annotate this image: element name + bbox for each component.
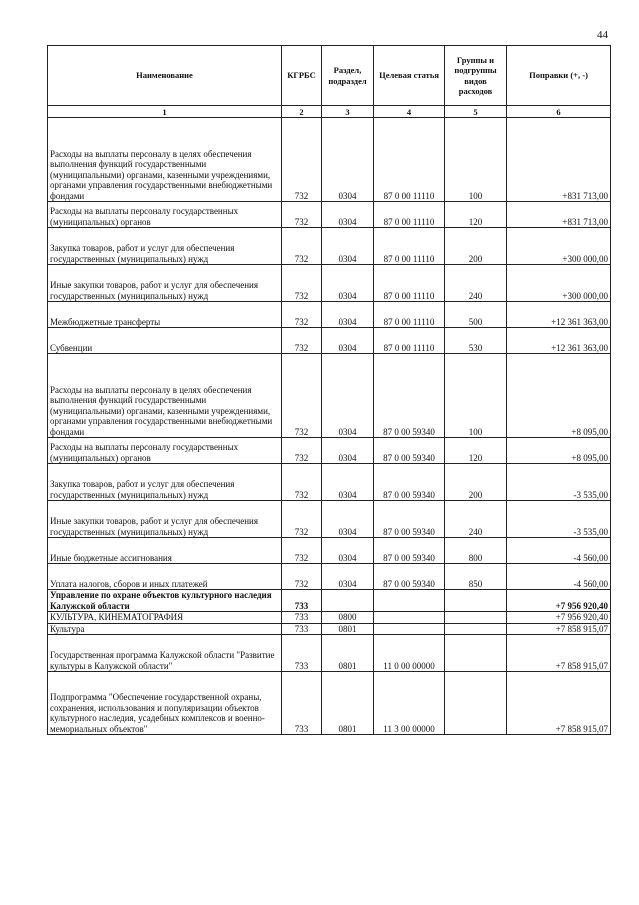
row-target: 87 0 00 11110: [374, 265, 445, 302]
row-target: 87 0 00 59340: [374, 438, 445, 464]
row-section: 0304: [322, 118, 374, 202]
row-name: Расходы на выплаты персоналу государственных (муниципальных) органов: [48, 202, 282, 228]
row-section: 0304: [322, 265, 374, 302]
row-name: Культура: [48, 623, 282, 635]
row-target: 87 0 00 59340: [374, 564, 445, 590]
column-number: 6: [507, 106, 611, 118]
row-group: [445, 612, 507, 624]
row-name: Расходы на выплаты персоналу государственных (муниципальных) органов: [48, 438, 282, 464]
row-group: 100: [445, 354, 507, 438]
column-number-row: [48, 106, 611, 118]
table-row: [48, 672, 611, 735]
row-kgrbs: 732: [282, 228, 322, 265]
row-group: 530: [445, 328, 507, 354]
row-section: 0304: [322, 328, 374, 354]
row-amount: +8 095,00: [507, 354, 611, 438]
row-target: 87 0 00 59340: [374, 538, 445, 564]
row-kgrbs: 733: [282, 623, 322, 635]
row-amount: +300 000,00: [507, 265, 611, 302]
row-group: 240: [445, 501, 507, 538]
column-number: 5: [445, 106, 507, 118]
row-kgrbs: 732: [282, 438, 322, 464]
row-kgrbs: 732: [282, 328, 322, 354]
row-section: 0304: [322, 438, 374, 464]
row-group: [445, 623, 507, 635]
row-group: 200: [445, 228, 507, 265]
row-section: 0304: [322, 354, 374, 438]
row-target: 87 0 00 11110: [374, 202, 445, 228]
row-amount: +8 095,00: [507, 438, 611, 464]
table-row: [48, 464, 611, 501]
row-amount: +831 713,00: [507, 118, 611, 202]
row-target: 87 0 00 59340: [374, 464, 445, 501]
row-section: 0304: [322, 202, 374, 228]
row-target: [374, 623, 445, 635]
row-kgrbs: 733: [282, 635, 322, 672]
table-row: [48, 302, 611, 328]
table-row: [48, 590, 611, 612]
row-group: 120: [445, 202, 507, 228]
row-target: 87 0 00 11110: [374, 228, 445, 265]
row-name: Расходы на выплаты персоналу в целях обеспечения выполнения функций государственными (муниципальными) органами, казенными учреждениями, органами управления государственными внебюджетными фондами: [48, 354, 282, 438]
row-amount: +300 000,00: [507, 228, 611, 265]
budget-table: [47, 45, 611, 735]
table-row: [48, 118, 611, 202]
row-kgrbs: 732: [282, 464, 322, 501]
row-name: Уплата налогов, сборов и иных платежей: [48, 564, 282, 590]
row-amount: +7 956 920,40: [507, 590, 611, 612]
table-row: [48, 612, 611, 624]
row-group: [445, 590, 507, 612]
row-section: 0304: [322, 228, 374, 265]
table-row: [48, 564, 611, 590]
table-row: [48, 501, 611, 538]
row-name: Закупка товаров, работ и услуг для обеспечения государственных (муниципальных) нужд: [48, 464, 282, 501]
row-kgrbs: 732: [282, 265, 322, 302]
row-group: 800: [445, 538, 507, 564]
row-name: Расходы на выплаты персоналу в целях обеспечения выполнения функций государственными (муниципальными) органами, казенными учреждениями, органами управления государственными внебюджетными фондами: [48, 118, 282, 202]
row-name: Иные бюджетные ассигнования: [48, 538, 282, 564]
table-row: [48, 328, 611, 354]
row-group: 200: [445, 464, 507, 501]
row-target: 11 0 00 00000: [374, 635, 445, 672]
row-amount: +12 361 363,00: [507, 328, 611, 354]
row-target: [374, 612, 445, 624]
row-amount: +7 858 915,07: [507, 672, 611, 735]
table-row: [48, 354, 611, 438]
row-kgrbs: 732: [282, 354, 322, 438]
row-target: 87 0 00 59340: [374, 501, 445, 538]
row-section: 0304: [322, 302, 374, 328]
column-number: 4: [374, 106, 445, 118]
row-target: 11 3 00 00000: [374, 672, 445, 735]
row-group: 500: [445, 302, 507, 328]
row-name: Управление по охране объектов культурного наследия Калужской области: [48, 590, 282, 612]
row-name: Субвенции: [48, 328, 282, 354]
row-kgrbs: 732: [282, 564, 322, 590]
row-kgrbs: 733: [282, 590, 322, 612]
row-amount: -4 560,00: [507, 564, 611, 590]
row-group: 850: [445, 564, 507, 590]
table-row: [48, 202, 611, 228]
header-kgrbs: КГРБС: [282, 46, 322, 106]
row-name: Иные закупки товаров, работ и услуг для обеспечения государственных (муниципальных) нужд: [48, 501, 282, 538]
row-amount: +7 858 915,07: [507, 623, 611, 635]
row-name: КУЛЬТУРА, КИНЕМАТОГРАФИЯ: [48, 612, 282, 624]
header-groups: Группы и подгруппы видов расходов: [445, 46, 507, 106]
table-row: [48, 623, 611, 635]
row-amount: +831 713,00: [507, 202, 611, 228]
row-kgrbs: 732: [282, 118, 322, 202]
row-section: 0304: [322, 464, 374, 501]
row-section: 0801: [322, 672, 374, 735]
row-target: 87 0 00 59340: [374, 354, 445, 438]
row-group: 240: [445, 265, 507, 302]
row-target: [374, 590, 445, 612]
row-amount: -3 535,00: [507, 464, 611, 501]
row-amount: -3 535,00: [507, 501, 611, 538]
row-kgrbs: 732: [282, 538, 322, 564]
row-target: 87 0 00 11110: [374, 302, 445, 328]
row-group: [445, 635, 507, 672]
row-section: 0801: [322, 623, 374, 635]
header-row: [48, 46, 611, 106]
header-name: Наименование: [48, 46, 282, 106]
row-group: 100: [445, 118, 507, 202]
row-section: 0801: [322, 635, 374, 672]
table-row: [48, 538, 611, 564]
column-number: 1: [48, 106, 282, 118]
row-amount: +7 858 915,07: [507, 635, 611, 672]
row-section: 0304: [322, 564, 374, 590]
row-section: 0304: [322, 501, 374, 538]
row-section: 0800: [322, 612, 374, 624]
row-section: [322, 590, 374, 612]
page-number: 44: [597, 29, 608, 41]
row-kgrbs: 733: [282, 672, 322, 735]
row-amount: +7 956 920,40: [507, 612, 611, 624]
row-kgrbs: 732: [282, 302, 322, 328]
row-amount: +12 361 363,00: [507, 302, 611, 328]
header-amendments: Поправки (+, -): [507, 46, 611, 106]
table-row: [48, 265, 611, 302]
table-row: [48, 228, 611, 265]
row-group: [445, 672, 507, 735]
row-kgrbs: 733: [282, 612, 322, 624]
row-kgrbs: 732: [282, 501, 322, 538]
row-name: Иные закупки товаров, работ и услуг для обеспечения государственных (муниципальных) нужд: [48, 265, 282, 302]
row-target: 87 0 00 11110: [374, 328, 445, 354]
row-group: 120: [445, 438, 507, 464]
table-row: [48, 635, 611, 672]
row-section: 0304: [322, 538, 374, 564]
row-name: Подпрограмма "Обеспечение государственной охраны, сохранения, использования и популяризации объектов культурного наследия, усадебных комплексов и военно-мемориальных объектов": [48, 672, 282, 735]
header-target: Целевая статья: [374, 46, 445, 106]
row-name: Закупка товаров, работ и услуг для обеспечения государственных (муниципальных) нужд: [48, 228, 282, 265]
row-name: Межбюджетные трансферты: [48, 302, 282, 328]
column-number: 2: [282, 106, 322, 118]
row-target: 87 0 00 11110: [374, 118, 445, 202]
row-amount: -4 560,00: [507, 538, 611, 564]
row-name: Государственная программа Калужской области "Развитие культуры в Калужской области": [48, 635, 282, 672]
column-number: 3: [322, 106, 374, 118]
table-row: [48, 438, 611, 464]
header-section: Раздел, подраздел: [322, 46, 374, 106]
row-kgrbs: 732: [282, 202, 322, 228]
